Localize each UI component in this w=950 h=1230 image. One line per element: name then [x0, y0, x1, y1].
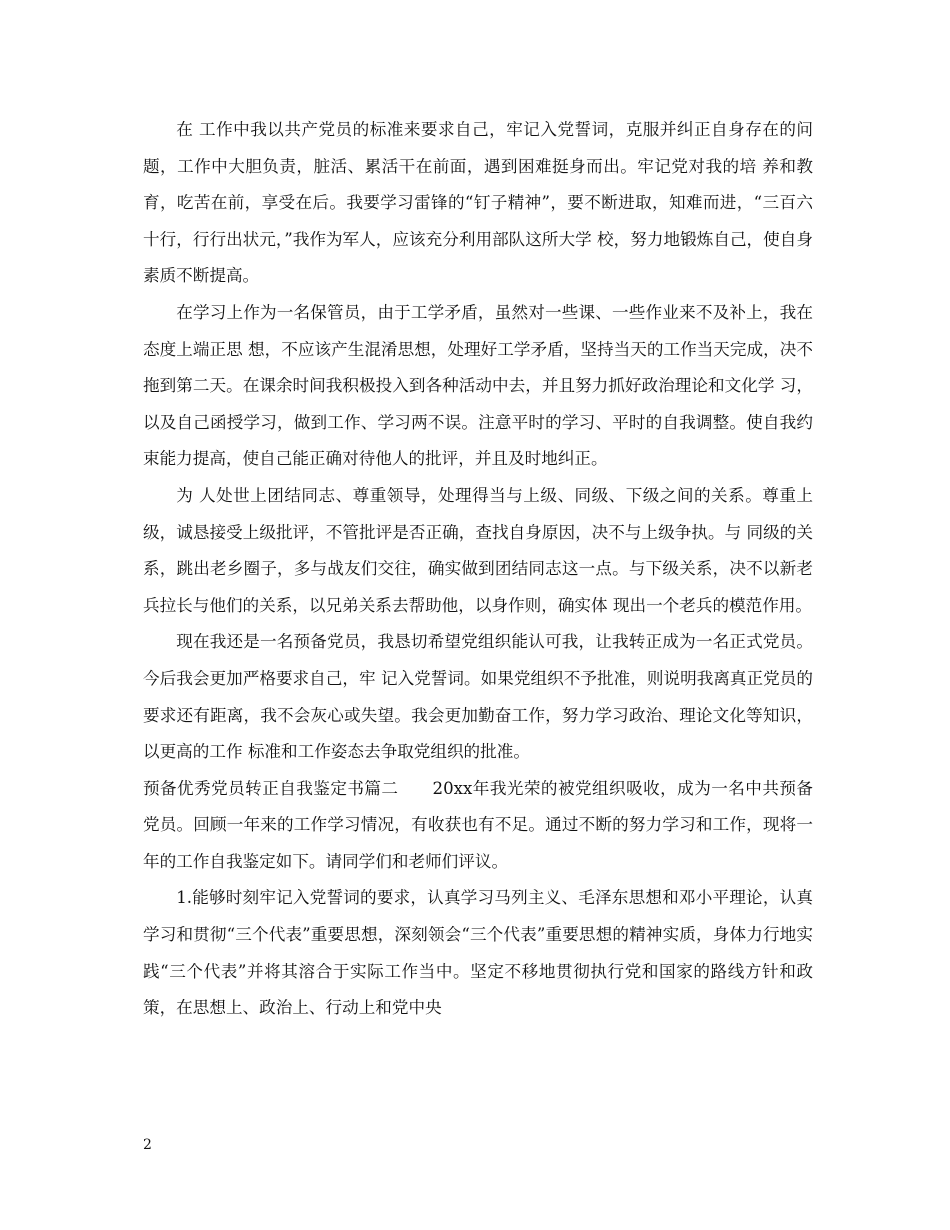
- paragraph-part-two-heading: 预备优秀党员转正自我鉴定书篇二 20xx年我光荣的被党组织吸收，成为一名中共预备党员。回顾一年来的工作学习情况，有收获也有不足。通过不断的努力学习和工作，现将一年的工作自我鉴定如下。请同学们和老师们评议。: [143, 778, 813, 871]
- paragraph-work-attitude: 在 工作中我以共产党员的标准来要求自己，牢记入党誓词，克服并纠正自身存在的问题，工作中大胆负责，脏活、累活干在前面，遇到困难挺身而出。牢记党对我的培 养和教育，吃苦在前，享受在后。我要学习雷锋的“钉子精神”，要不断进取，知难而进，“三百六十行，行行出状元，”我作为军人，应该充分利用部队这所大学 校，努力地锻炼自己，使自身素质不断提高。: [143, 120, 813, 286]
- paragraph-relationships: 为 人处世上团结同志、尊重领导，处理得当与上级、同级、下级之间的关系。尊重上级，诚恳接受上级批评，不管批评是否正确，查找自身原因，决不与上级争执。与 同级的关系，跳出老乡圈子，多与战友们交往，确实做到团结同志这一点。与下级关系，决不以新老兵拉长与他们的关系，以兄弟关系去帮助他，以身作则，确实体 现出一个老兵的模范作用。: [143, 485, 813, 615]
- page-number: 2: [143, 1137, 152, 1153]
- paragraph-study: 在学习上作为一名保管员，由于工学矛盾，虽然对一些课、一些作业来不及补上，我在态度上端正思 想，不应该产生混淆思想，处理好工学矛盾，坚持当天的工作当天完成，决不拖到第二天。在课余时间我积极投入到各种活动中去，并且努力抓好政治理论和文化学 习，以及自己函授学习，做到工作、学习两不误。注意平时的学习、平时的自我调整。使自我约束能力提高，使自己能正确对待他人的批评，并且及时地纠正。: [143, 302, 813, 469]
- paragraph-item-one: 1.能够时刻牢记入党誓词的要求，认真学习马列主义、毛泽东思想和邓小平理论，认真学习和贯彻“三个代表”重要思想，深刻领会“三个代表”重要思想的精神实质，身体力行地实践“三个代表”并将其溶合于实际工作当中。坚定不移地贯彻执行党和国家的路线方针和政策，在思想上、政治上、行动上和党中央: [143, 888, 813, 1018]
- paragraph-probation-request: 现在我还是一名预备党员，我恳切希望党组织能认可我，让我转正成为一名正式党员。今后我会更加严格要求自己，牢 记入党誓词。如果党组织不予批准，则说明我离真正党员的要求还有距离，我不会灰心或失望。我会更加勤奋工作，努力学习政治、理论文化等知识，以更高的工作 标准和工作姿态去争取党组织的批准。: [143, 632, 813, 762]
- document-body: [143, 112, 813, 1027]
